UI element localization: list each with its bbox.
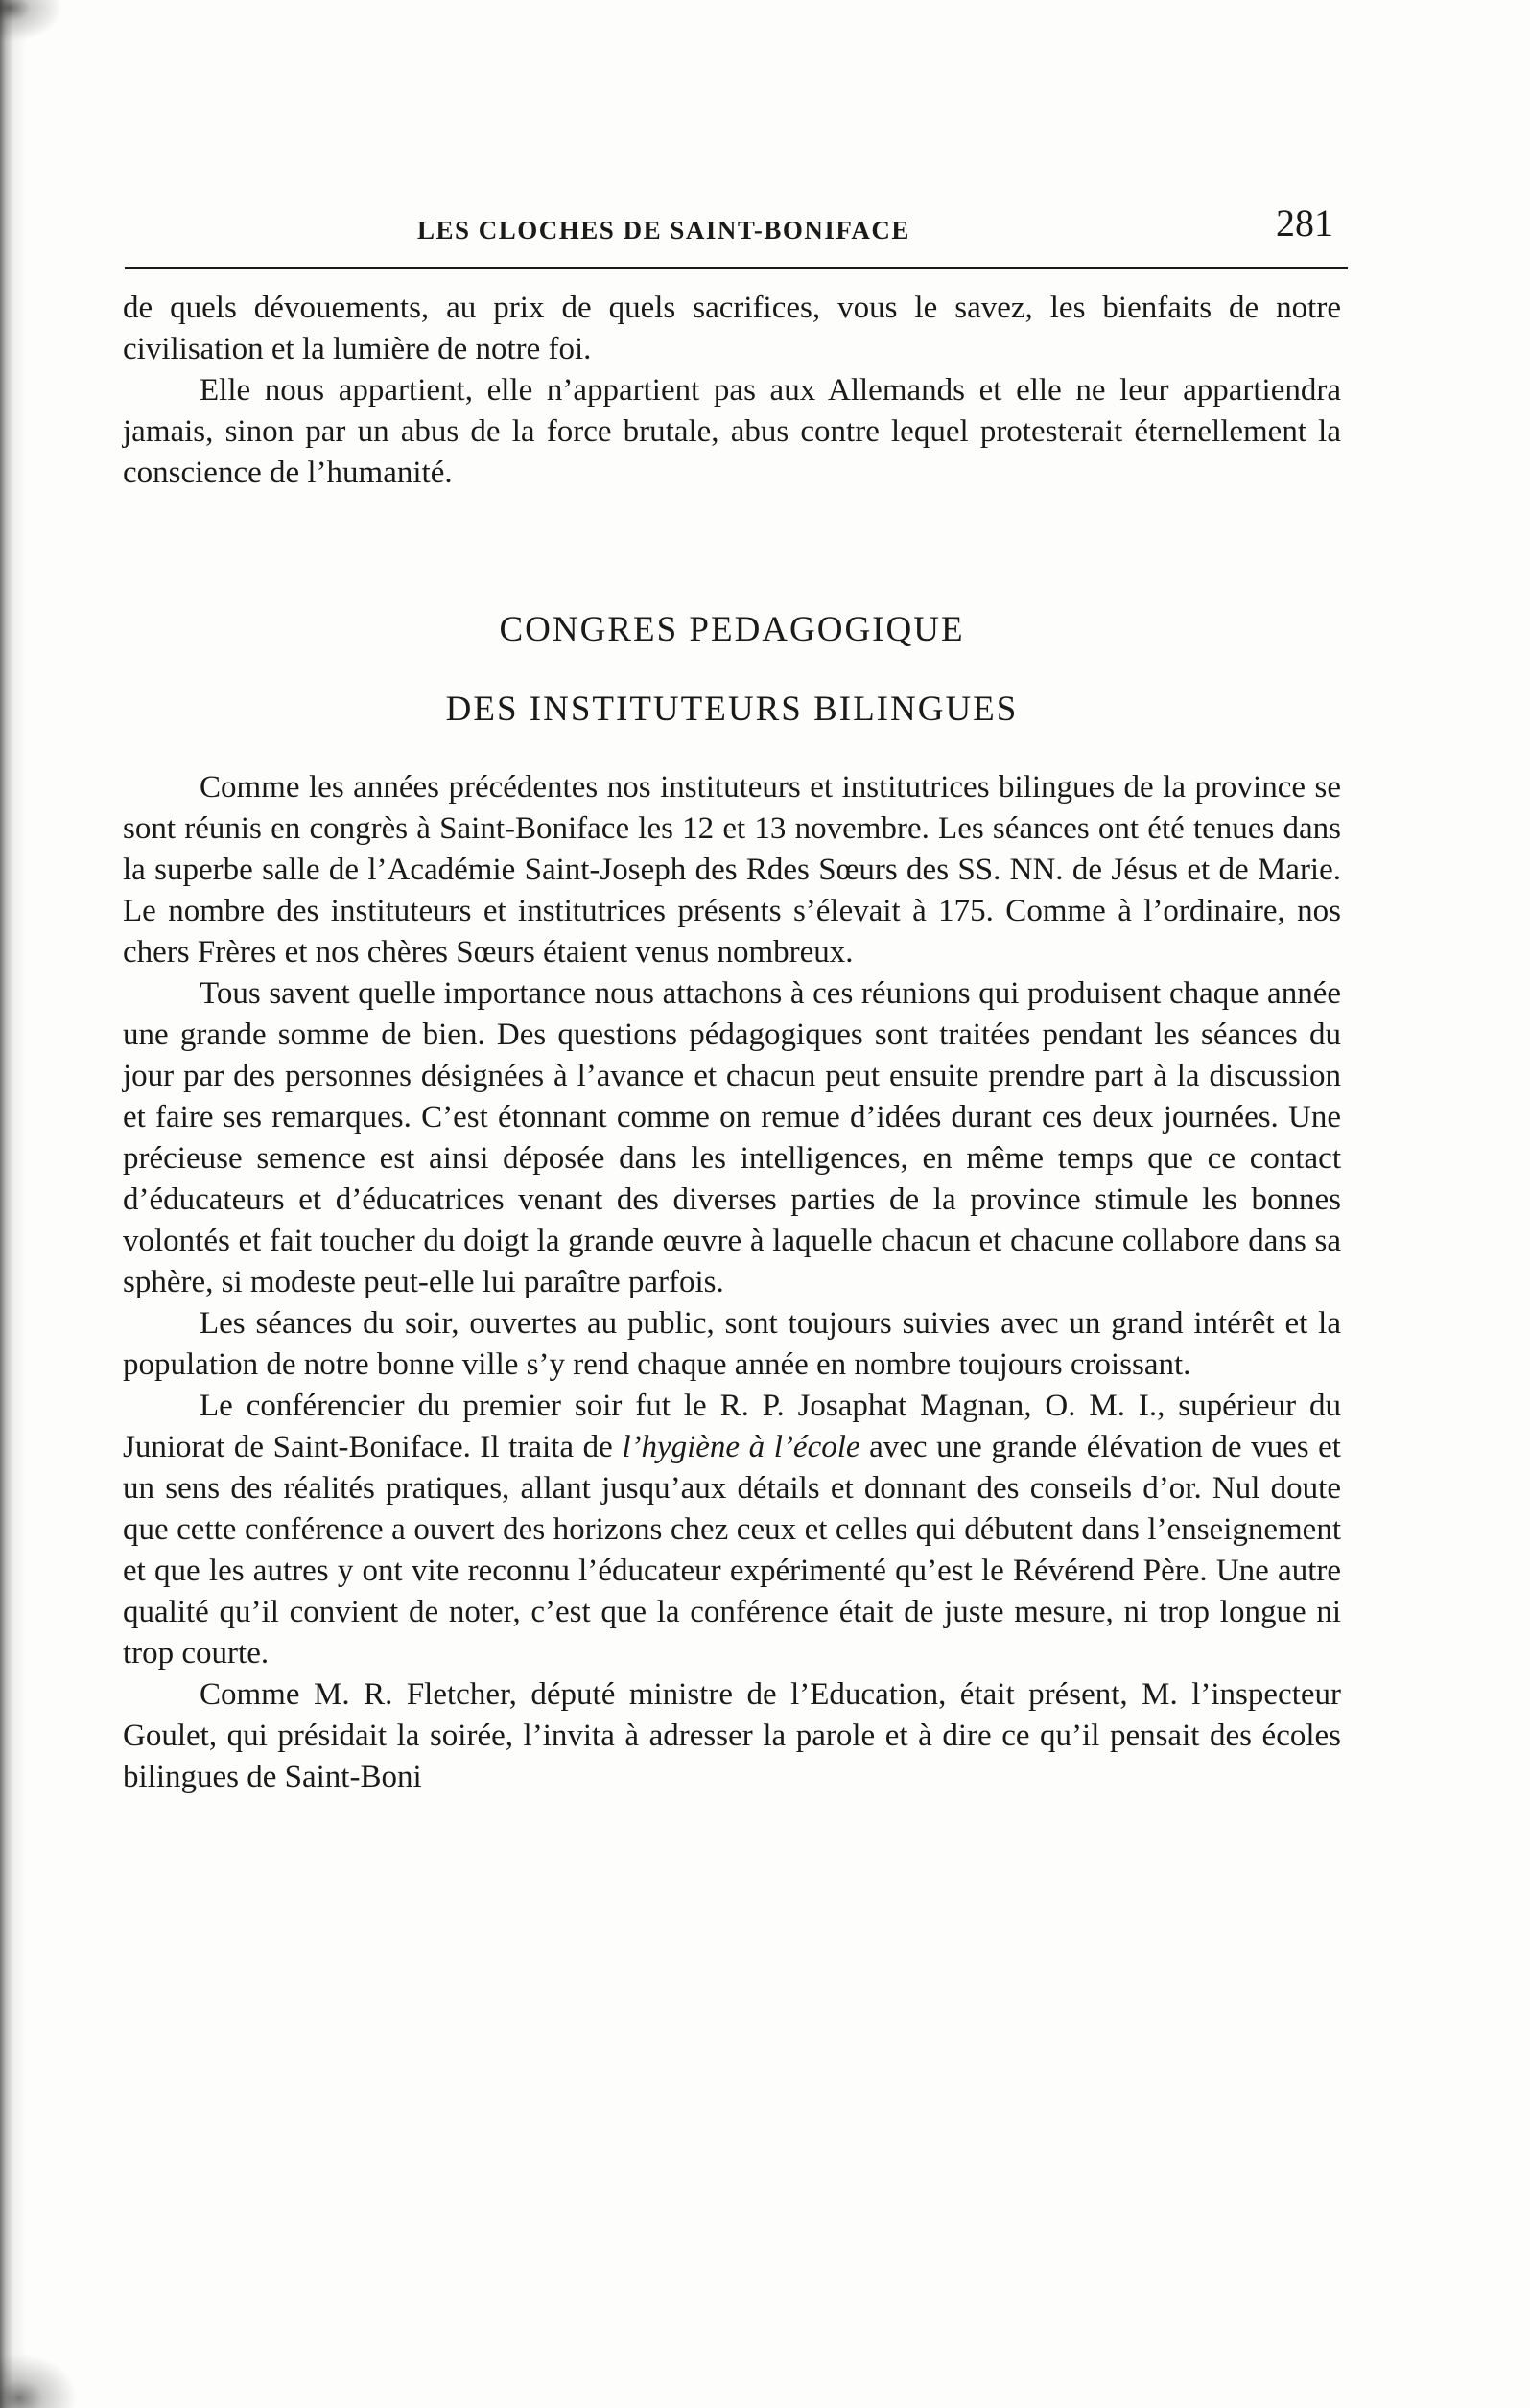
- body-paragraph-2: Tous savent quelle importance nous attachons à ces réunions qui produisent chaque année une grande somme de bien. Des questions pédagogiques sont traitées pendant les séances du jour par des personnes désignées à l’avance et chacun peut ensuite prendre part à la discussion et faire ses remarques. C’est étonnant comme on remue d’idées durant ces deux journées. Une précieuse semence est ainsi déposée dans les intelligences, en même temps que ce contact d’éducateurs et d’éducatrices venant des diverses parties de la province stimule les bonnes volontés et fait toucher du doigt la grande œuvre à laquelle chacun et chacune collabore dans sa sphère, si modeste peut-elle lui paraître parfois.: [123, 976, 1341, 1299]
- intro-paragraph-2: Elle nous appartient, elle n’appartient pas aux Allemands et elle ne leur appartiendra jamais, sinon par un abus de la force brutale, abus contre lequel protesterait éternellement la conscience de l’humanité.: [123, 373, 1341, 490]
- body-paragraph-4-italic: l’hygiène à l’école: [622, 1430, 860, 1464]
- section-title-line-1: CONGRES PEDAGOGIQUE: [499, 610, 965, 649]
- article-body: [123, 767, 1341, 1798]
- scan-blot-bottom: [0, 2331, 106, 2408]
- body-paragraph-5: Comme M. R. Fletcher, député ministre de l’Education, était présent, M. l’inspecteur Goulet, qui présidait la soirée, l’invita à adresser la parole et à dire ce qu’il pensait des écoles bilingues de Saint-Boni: [123, 1677, 1341, 1794]
- scan-blot-top: [0, 0, 86, 58]
- body-paragraph-4-end: avec une grande élévation de vues et un sens des réalités pratiques, allant jusqu’aux détails et donnant des conseils d’or. Nul doute que cette conférence a ouvert des horizons chez ceux et celles qui débutent dans l’enseignement et que les autres y ont vite reconnu l’éducateur expérimenté qu’est le Révérend Père. Une autre qualité qu’il convient de noter, c’est que la conférence était de juste mesure, ni trop longue ni trop courte.: [123, 1430, 1341, 1671]
- running-title: LES CLOCHES DE SAINT-BONIFACE: [417, 216, 910, 245]
- section-title-line-2: DES INSTITUTEURS BILINGUES: [445, 690, 1019, 729]
- scan-edge-shadow: [0, 0, 46, 2408]
- body-paragraph-4-start: Le conférencier du premier soir fut le R. P. Josaphat Magnan, O. M. I., supérieur du Juniorat de Saint-Boniface. Il traita de: [123, 1389, 1341, 1464]
- running-header: [115, 201, 1343, 254]
- intro-paragraph-1: de quels dévouements, au prix de quels sacrifices, vous le savez, les bienfaits de notre civilisation et la lumière de notre foi.: [123, 291, 1341, 366]
- page-number: 281: [1276, 201, 1333, 245]
- body-paragraph-3: Les séances du soir, ouvertes au public, sont toujours suivies avec un grand intérêt et la population de notre bonne ville s’y rend chaque année en nombre toujours croissant.: [123, 1306, 1341, 1382]
- intro-text: [123, 288, 1341, 494]
- header-rule: [125, 267, 1348, 269]
- body-paragraph-1: Comme les années précédentes nos instituteurs et institutrices bilingues de la province se sont réunis en congrès à Saint-Boniface les 12 et 13 novembre. Les séances ont été tenues dans la superbe salle de l’Académie Saint-Joseph des Rdes Sœurs des SS. NN. de Jésus et de Marie. Le nombre des instituteurs et institutrices présents s’élevait à 175. Comme à l’ordinaire, nos chers Frères et nos chères Sœurs étaient venus nombreux.: [123, 770, 1341, 970]
- body-paragraph-4: [123, 1386, 1341, 1674]
